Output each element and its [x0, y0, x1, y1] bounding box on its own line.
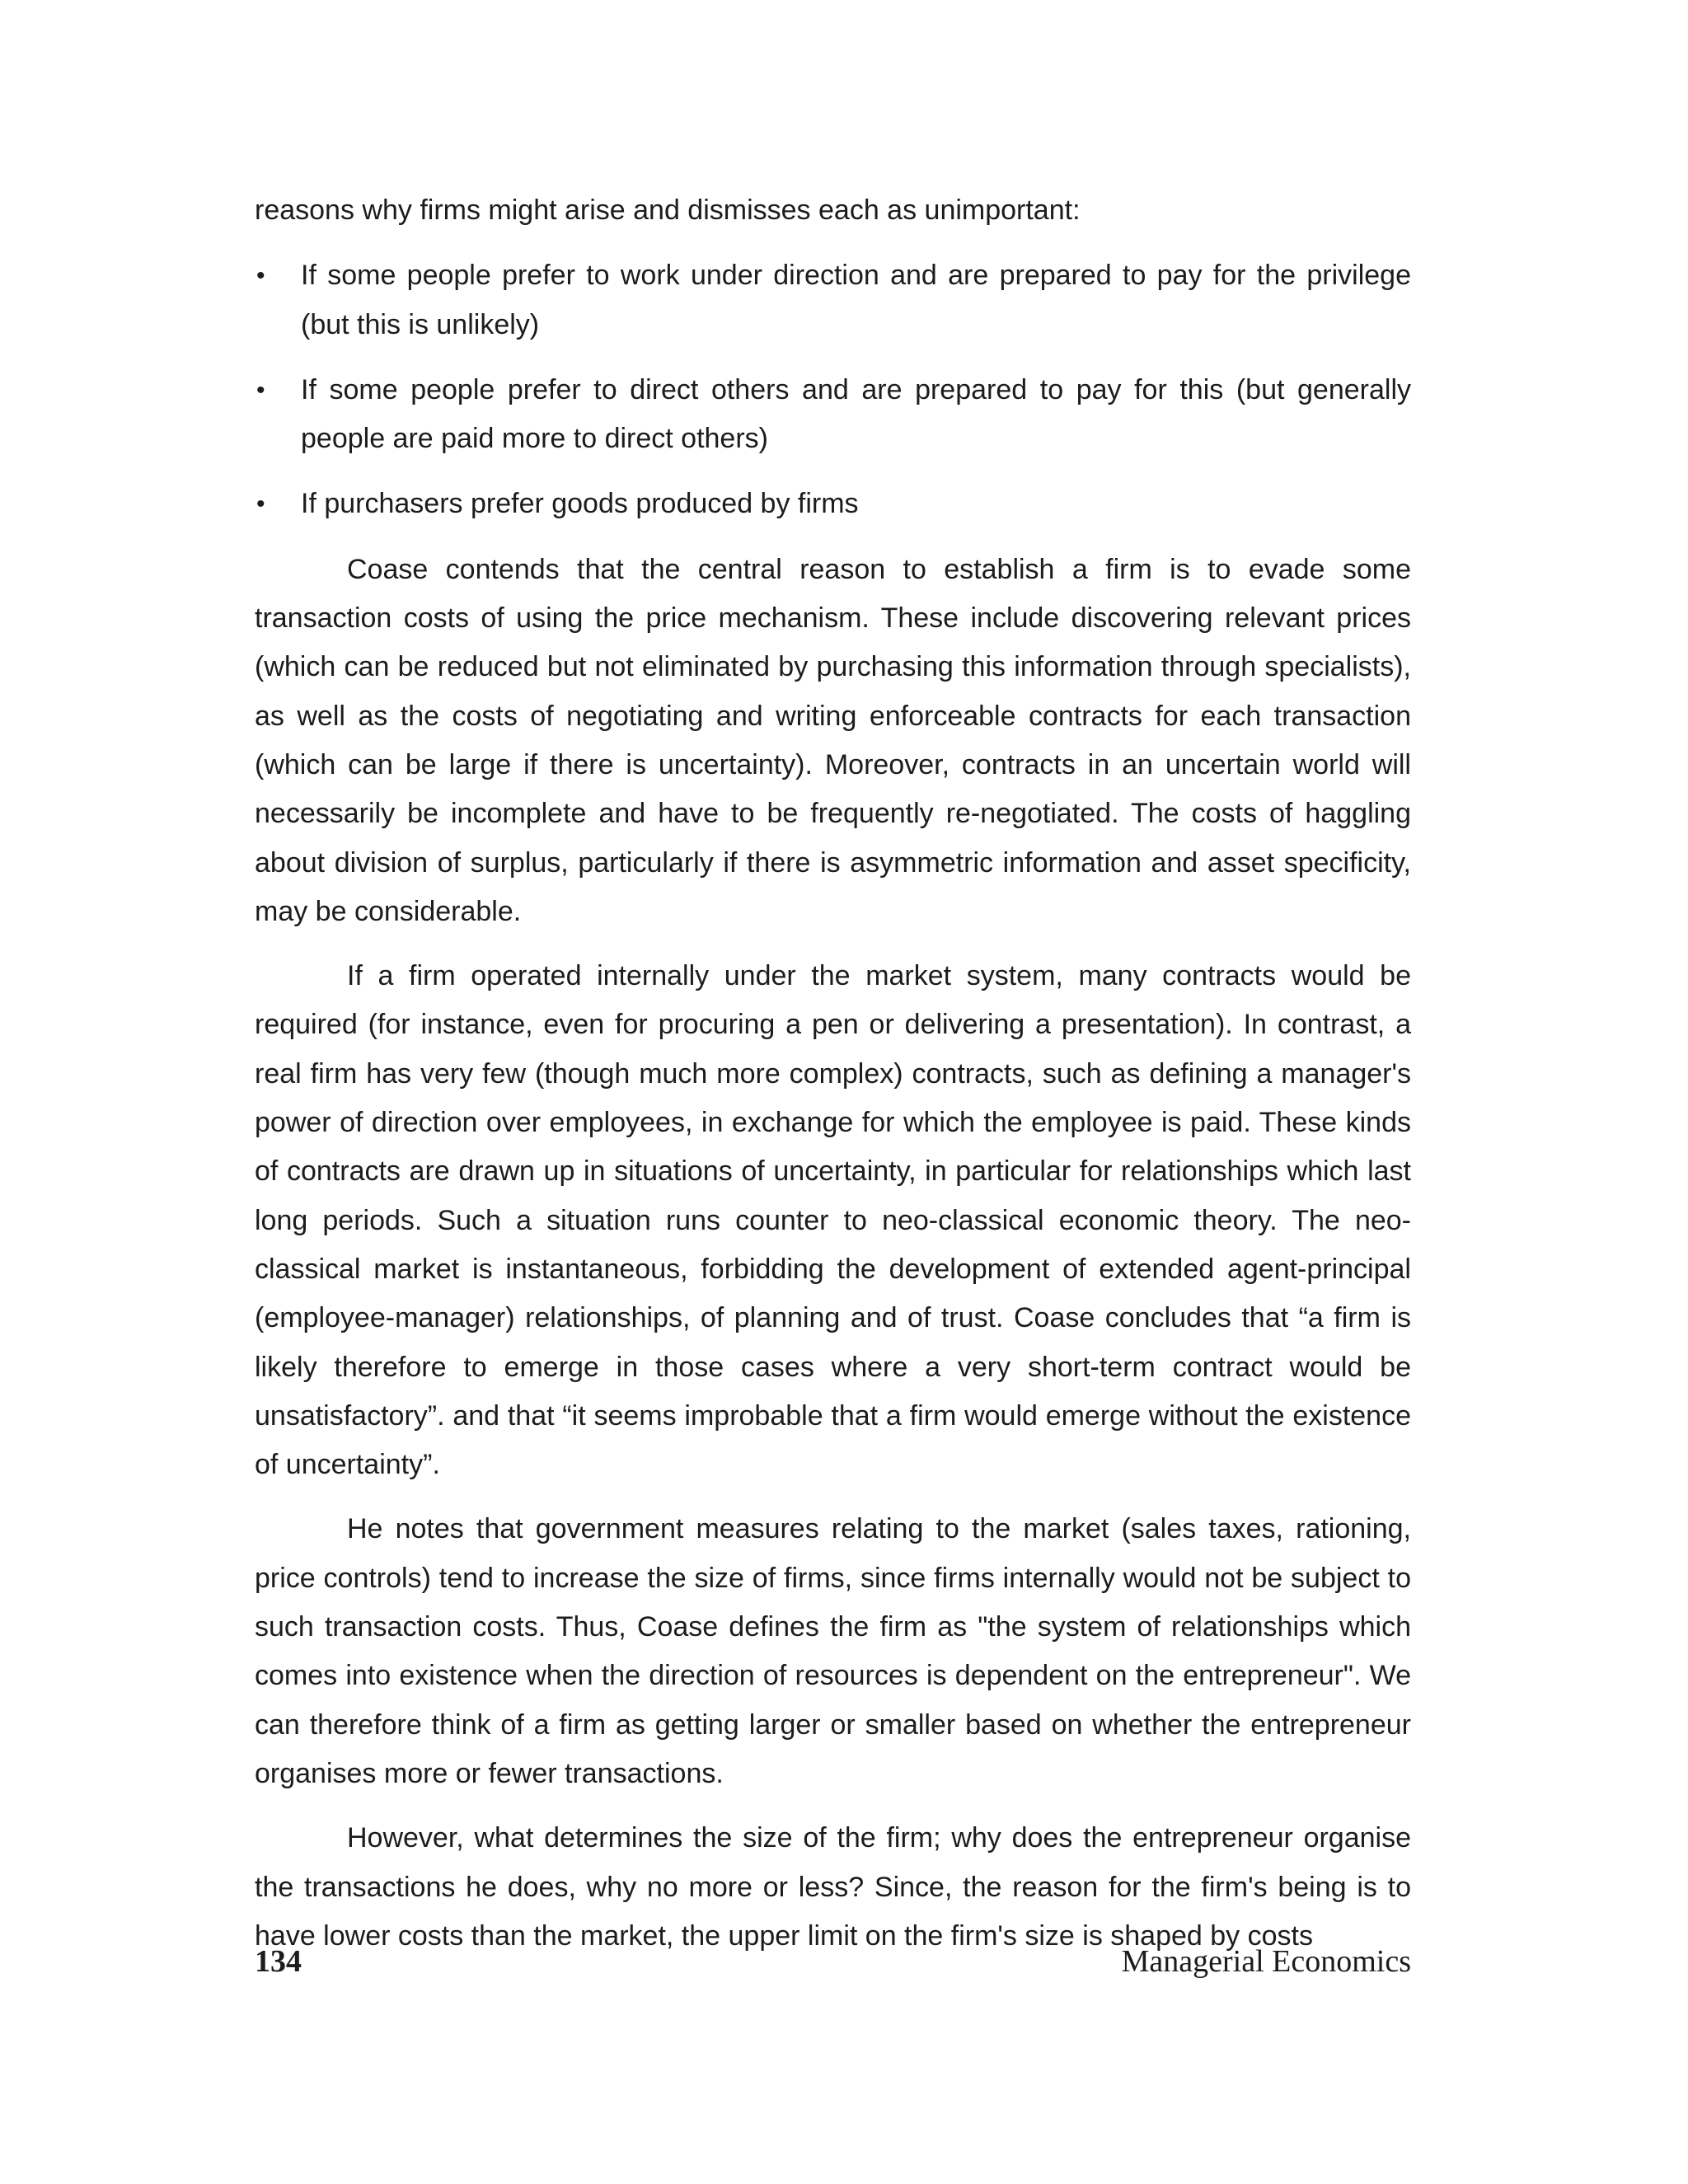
bullet-item — [255, 251, 1411, 349]
bullet-list — [255, 251, 1411, 528]
page-number: 134 — [255, 1944, 302, 1979]
page-body — [255, 186, 1411, 1976]
bullet-text: If some people prefer to work under direction and are prepared to pay for the privilege (but this is unlikely) — [301, 260, 1411, 340]
bullet-text: If some people prefer to direct others and are prepared to pay for this (but generally people are paid more to direct others) — [301, 373, 1411, 455]
bullet-icon: • — [256, 262, 265, 290]
paragraph: Coase contends that the central reason to establish a firm is to evade some transaction costs of using the price mechanism. These include discovering relevant prices (which can be reduced but not eliminated by purchasing this information through specialists), as well as the costs of negotiating and writing enforceable contracts for each transaction (which can be large if there is uncertainty). Moreover, contracts in an uncertain world will necessarily be incomplete and have to be frequently re-negotiated. The costs of haggling about division of surplus, particularly if there is asymmetric information and asset specificity, may be considerable. — [255, 553, 1411, 927]
bullet-icon: • — [256, 376, 265, 404]
page-footer — [255, 1943, 1411, 1980]
bullet-icon: • — [256, 490, 265, 518]
bullet-text: If purchasers prefer goods produced by firms — [301, 488, 859, 520]
intro-text: reasons why firms might arise and dismisses each as unimportant: — [255, 194, 1081, 226]
bullet-item — [255, 366, 1411, 464]
book-title: Managerial Economics — [1121, 1944, 1411, 1979]
paragraph: However, what determines the size of the firm; why does the entrepreneur organise the transactions he does, why no more or less? Since, the reason for the firm's being is to have lower costs than the market, the upper limit on the firm's size is shaped by costs — [255, 1822, 1411, 1952]
bullet-item — [255, 480, 1411, 528]
paragraph: He notes that government measures relating to the market (sales taxes, rationing, price controls) tend to increase the size of firms, since firms internally would not be subject to such transaction costs. Thus, Coase defines the firm as "the system of relationships which comes into existence when the direction of resources is dependent on the entrepreneur". We can therefore think of a firm as getting larger or smaller based on whether the entrepreneur organises more or fewer transactions. — [255, 1513, 1411, 1789]
paragraph: If a firm operated internally under the market system, many contracts would be required (for instance, even for procuring a pen or delivering a presentation). In contrast, a real firm has very few (though much more complex) contracts, such as defining a manager's power of direction over employees, in exchange for which the employee is paid. These kinds of contracts are drawn up in situations of uncertainty, in particular for relationships which last long periods. Such a situation runs counter to neo-classical economic theory. The neo-classical market is instantaneous, forbidding the development of extended agent-principal (employee-manager) relationships, of planning and of trust. Coase concludes that “a firm is likely therefore to emerge in those cases where a very short-term contract would be unsatisfactory”. and that “it seems improbable that a firm would emerge without the existence of uncertainty”. — [255, 960, 1411, 1481]
